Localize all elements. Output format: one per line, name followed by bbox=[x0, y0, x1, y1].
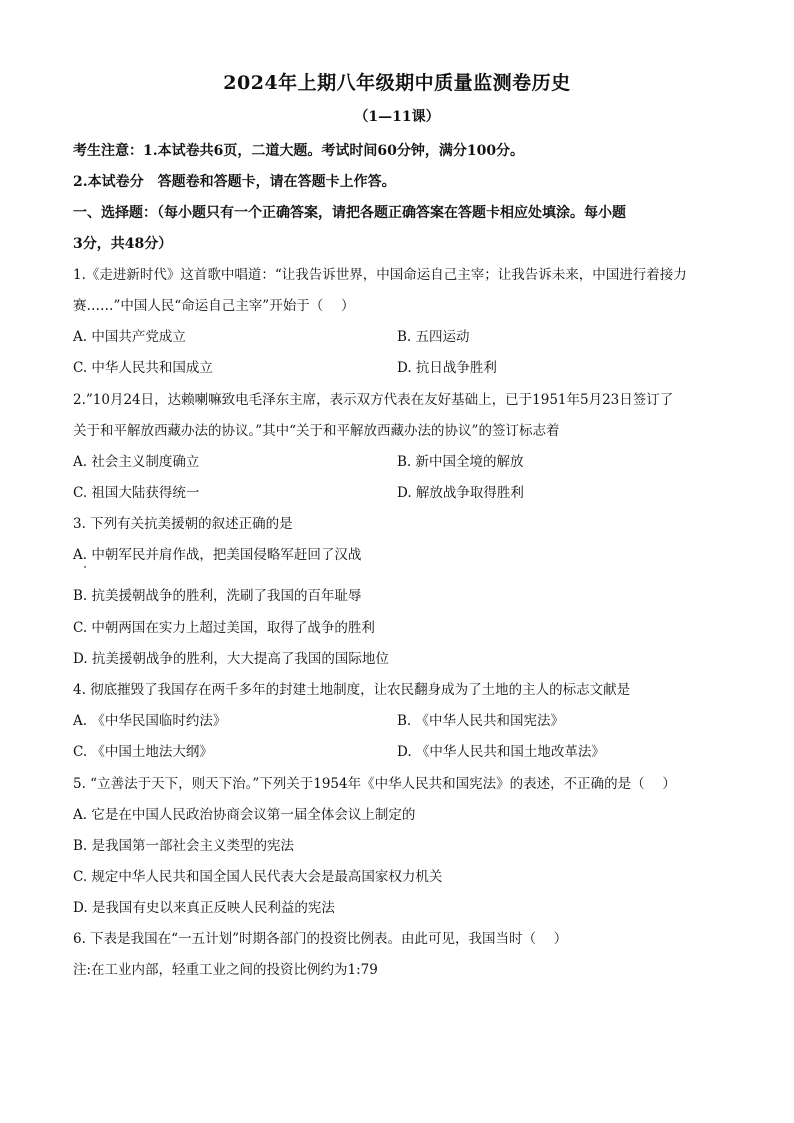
question-3-stem: 3. 下列有关抗美援朝的叙述正确的是 bbox=[73, 516, 293, 532]
question-3-option-b: B. 抗美援朝战争的胜利，洗刷了我国的百年耻辱 bbox=[73, 588, 362, 604]
question-4-option-c: C. 《中国土地法大纲》 bbox=[73, 744, 213, 760]
question-6-stem: 6. 下表是我国在“一五计划”时期各部门的投资比例表。由此可见，我国当时（ ） bbox=[73, 931, 568, 947]
question-2-option-d: D. 解放战争取得胜利 bbox=[397, 485, 524, 501]
question-4-stem: 4. 彻底摧毁了我国存在两千多年的封建土地制度，让农民翻身成为了土地的主人的标志文献是 bbox=[73, 682, 631, 698]
question-3-option-c: C. 中朝两国在实力上超过美国，取得了战争的胜利 bbox=[73, 620, 375, 636]
question-4-option-b: B. 《中华人民共和国宪法》 bbox=[397, 713, 565, 729]
question-3-option-d: D. 抗美援朝战争的胜利，大大提高了我国的国际地位 bbox=[73, 651, 389, 667]
question-2-option-b: B. 新中国全境的解放 bbox=[397, 454, 524, 470]
section-heading-line-2: 3分，共48分） bbox=[73, 236, 173, 252]
question-1-stem-line-2: 赛……”中国人民“命运自己主宰”开始于（ ） bbox=[73, 298, 355, 314]
question-2-stem-line-2: 关于和平解放西藏办法的协议。”其中“关于和平解放西藏办法的协议”的签订标志着 bbox=[73, 423, 560, 439]
notice-line-2: 2.本试卷分 答题卷和答题卡，请在答题卡上作答。 bbox=[73, 174, 396, 190]
question-5-stem: 5. “立善法于天下，则天下治。”下列关于1954年《中华人民共和国宪法》的表述，不正确的是（ ） bbox=[73, 776, 676, 792]
question-1-stem-line-1: 1.《走进新时代》这首歌中唱道：“让我告诉世界，中国命运自己主宰；让我告诉未来，中国进行着接力 bbox=[73, 267, 687, 283]
stray-mark bbox=[84, 566, 86, 568]
question-1-option-a: A. 中国共产党成立 bbox=[73, 329, 186, 345]
question-1-option-c: C. 中华人民共和国成立 bbox=[73, 360, 213, 376]
page-subtitle: （1—11课） bbox=[354, 109, 440, 125]
question-2-option-c: C. 祖国大陆获得统一 bbox=[73, 485, 200, 501]
question-6-note: 注:在工业内部，轻重工业之间的投资比例约为1:79 bbox=[73, 962, 378, 978]
question-5-option-b: B. 是我国第一部社会主义类型的宪法 bbox=[73, 838, 295, 854]
page-title: 2024年上期八年级期中质量监测卷历史 bbox=[223, 72, 571, 94]
question-5-option-d: D. 是我国有史以来真正反映人民利益的宪法 bbox=[73, 900, 335, 916]
question-4-option-a: A. 《中华民国临时约法》 bbox=[73, 713, 227, 729]
question-1-option-b: B. 五四运动 bbox=[397, 329, 470, 345]
notice-line-1: 考生注意：1.本试卷共6页，二道大题。考试时间60分钟，满分100分。 bbox=[73, 143, 525, 159]
question-3-option-a: A. 中朝军民并肩作战，把美国侵略军赶回了汉战 bbox=[73, 547, 362, 563]
section-heading-line-1: 一、选择题：（每小题只有一个正确答案，请把各题正确答案在答题卡相应处填涂。每小题 bbox=[73, 205, 626, 221]
question-4-option-d: D. 《中华人民共和国土地改革法》 bbox=[397, 744, 605, 760]
question-2-stem-line-1: 2.”10月24日，达赖喇嘛致电毛泽东主席，表示双方代表在友好基础上，已于1951年5月23日签订了 bbox=[73, 392, 674, 408]
question-2-option-a: A. 社会主义制度确立 bbox=[73, 454, 200, 470]
question-1-option-d: D. 抗日战争胜利 bbox=[397, 360, 497, 376]
question-5-option-c: C. 规定中华人民共和国全国人民代表大会是最高国家权力机关 bbox=[73, 869, 443, 885]
question-5-option-a: A. 它是在中国人民政治协商会议第一届全体会议上制定的 bbox=[73, 807, 416, 823]
